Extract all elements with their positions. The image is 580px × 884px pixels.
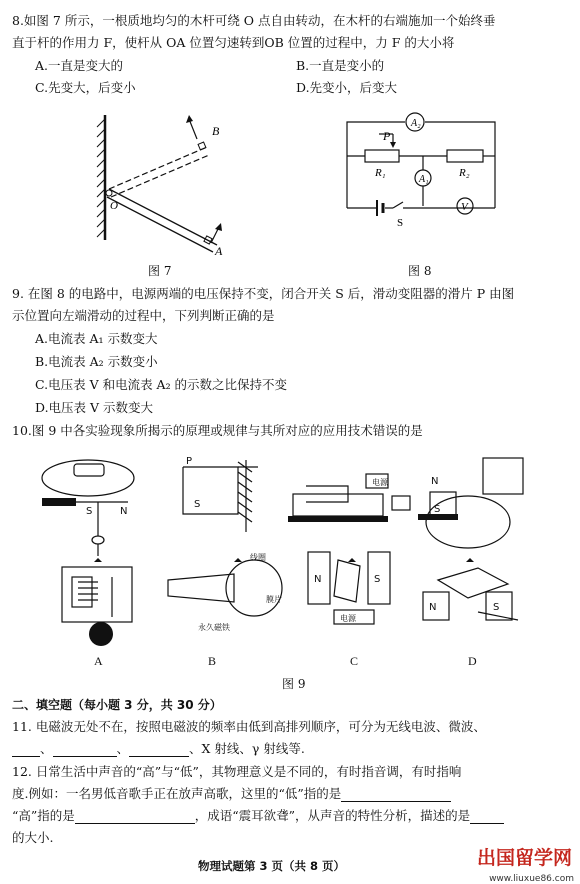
fig9-label-s-d2: S [493, 602, 500, 613]
fig9-label-n-c: N [314, 574, 322, 585]
q12-blank-1[interactable] [341, 789, 451, 802]
q12-blank-2[interactable] [75, 811, 195, 824]
fig9-letter-d: D [468, 654, 477, 667]
fig9-label-coil: 线圈 [250, 553, 266, 562]
figure-9 [38, 452, 548, 667]
fig8-label-s: S [397, 217, 404, 229]
q8-option-a: A.一直是变大的 [35, 58, 124, 73]
q11-tail: 、X 射线、γ 射线等. [189, 741, 305, 756]
q12-line3-text-a: “高”指的是 [12, 808, 75, 823]
fig8-label-a2: A₂ [411, 118, 421, 129]
fig9-label-s-d: S [434, 504, 441, 515]
q12-line3-text-b: ，成语“震耳欲聋”，从声音的特性分析，描述的是 [194, 808, 471, 823]
figure-7 [85, 105, 245, 255]
fig9-label-power-c2: 电源 [340, 614, 356, 623]
fig7-caption: 图 7 [148, 264, 172, 278]
q9-line2: 示位置向左端滑动的过程中，下列判断正确的是 [12, 308, 275, 323]
q11-line1: 11. 电磁波无处不在，按照电磁波的频率由低到高排列顺序，可分为无线电波、微波、 [12, 719, 486, 734]
fig7-label-b: B [212, 124, 220, 138]
fig9-label-magnet: 永久磁铁 [198, 623, 230, 632]
fig9-label-s-c: S [374, 574, 381, 585]
fig9-label-n-d: N [431, 476, 439, 487]
fig9-label-s-b: S [194, 499, 201, 510]
q11-sep-2: 、 [116, 741, 130, 756]
fig8-label-v: V [461, 201, 468, 213]
fig7-label-o: O [110, 200, 118, 212]
fig8-label-r1: R₁ [375, 167, 386, 179]
q11-blank-3[interactable] [129, 744, 189, 757]
q8-option-b: B.一直是变小的 [296, 58, 385, 73]
fig9-label-power-c: 电源 [372, 478, 388, 487]
fig8-caption: 图 8 [408, 264, 432, 278]
q12-line4: 的大小. [12, 830, 54, 845]
q12-blank-3[interactable] [470, 811, 504, 824]
section2-title: 二、填空题（每小题 3 分，共 30 分） [12, 698, 222, 712]
q9-option-d: D.电压表 V 示数变大 [35, 400, 154, 415]
q9-option-a: A.电流表 A₁ 示数变大 [35, 331, 158, 346]
page-footer: 物理试题第 3 页（共 8 页） [198, 859, 346, 873]
q11-sep-1: 、 [40, 741, 53, 756]
fig9-label-n-d2: N [429, 602, 437, 613]
fig8-label-p: P [383, 129, 391, 143]
q9-option-b: B.电流表 A₂ 示数变小 [35, 354, 158, 369]
q12-line1: 12. 日常生活中声音的“高”与“低”，其物理意义是不同的，有时指音调，有时指响 [12, 764, 462, 779]
fig9-label-membrane: 膜片 [266, 595, 282, 604]
fig9-label-s-a: S [86, 506, 93, 517]
fig9-label-n-a: N [120, 506, 128, 517]
fig9-letter-b: B [208, 654, 217, 667]
fig9-letter-a: A [94, 654, 103, 667]
q12-line3 [12, 808, 504, 824]
fig9-letter-c: C [350, 654, 359, 667]
q9-option-c: C.电压表 V 和电流表 A₂ 的示数之比保持不变 [35, 377, 288, 392]
q8-option-d: D.先变小，后变大 [296, 80, 398, 95]
q11-blank-1[interactable] [12, 744, 40, 757]
fig7-label-a: A [215, 244, 223, 255]
q11-line2 [12, 741, 305, 757]
watermark-url: www.liuxue86.com [489, 874, 574, 884]
fig9-label-p: P [186, 456, 193, 467]
q10-line1: 10.图 9 中各实验现象所揭示的原理或规律与其所对应的应用技术错误的是 [12, 423, 423, 438]
q11-blank-2[interactable] [53, 744, 117, 757]
q8-line2: 直于杆的作用力 F，使杆从 OA 位置匀速转到OB 位置的过程中，力 F 的大小将 [12, 35, 455, 50]
watermark-logo: 出国留学网 [476, 847, 572, 869]
figure-8 [335, 108, 510, 233]
fig9-caption: 图 9 [282, 677, 306, 691]
q12-line2 [12, 786, 451, 802]
q8-option-c: C.先变大，后变小 [35, 80, 136, 95]
fig8-label-r2: R₂ [459, 167, 470, 179]
fig8-label-a1: A₁ [419, 174, 429, 185]
q8-line1: 8.如图 7 所示，一根质地均匀的木杆可绕 O 点自由转动，在木杆的右端施加一个始终垂 [12, 13, 496, 28]
q9-line1: 9. 在图 8 的电路中，电源两端的电压保持不变，闭合开关 S 后，滑动变阻器的滑片 P 由图 [12, 286, 515, 301]
q12-line2-text: 度.例如：一名男低音歌手正在放声高歌，这里的“低”指的是 [12, 786, 342, 801]
